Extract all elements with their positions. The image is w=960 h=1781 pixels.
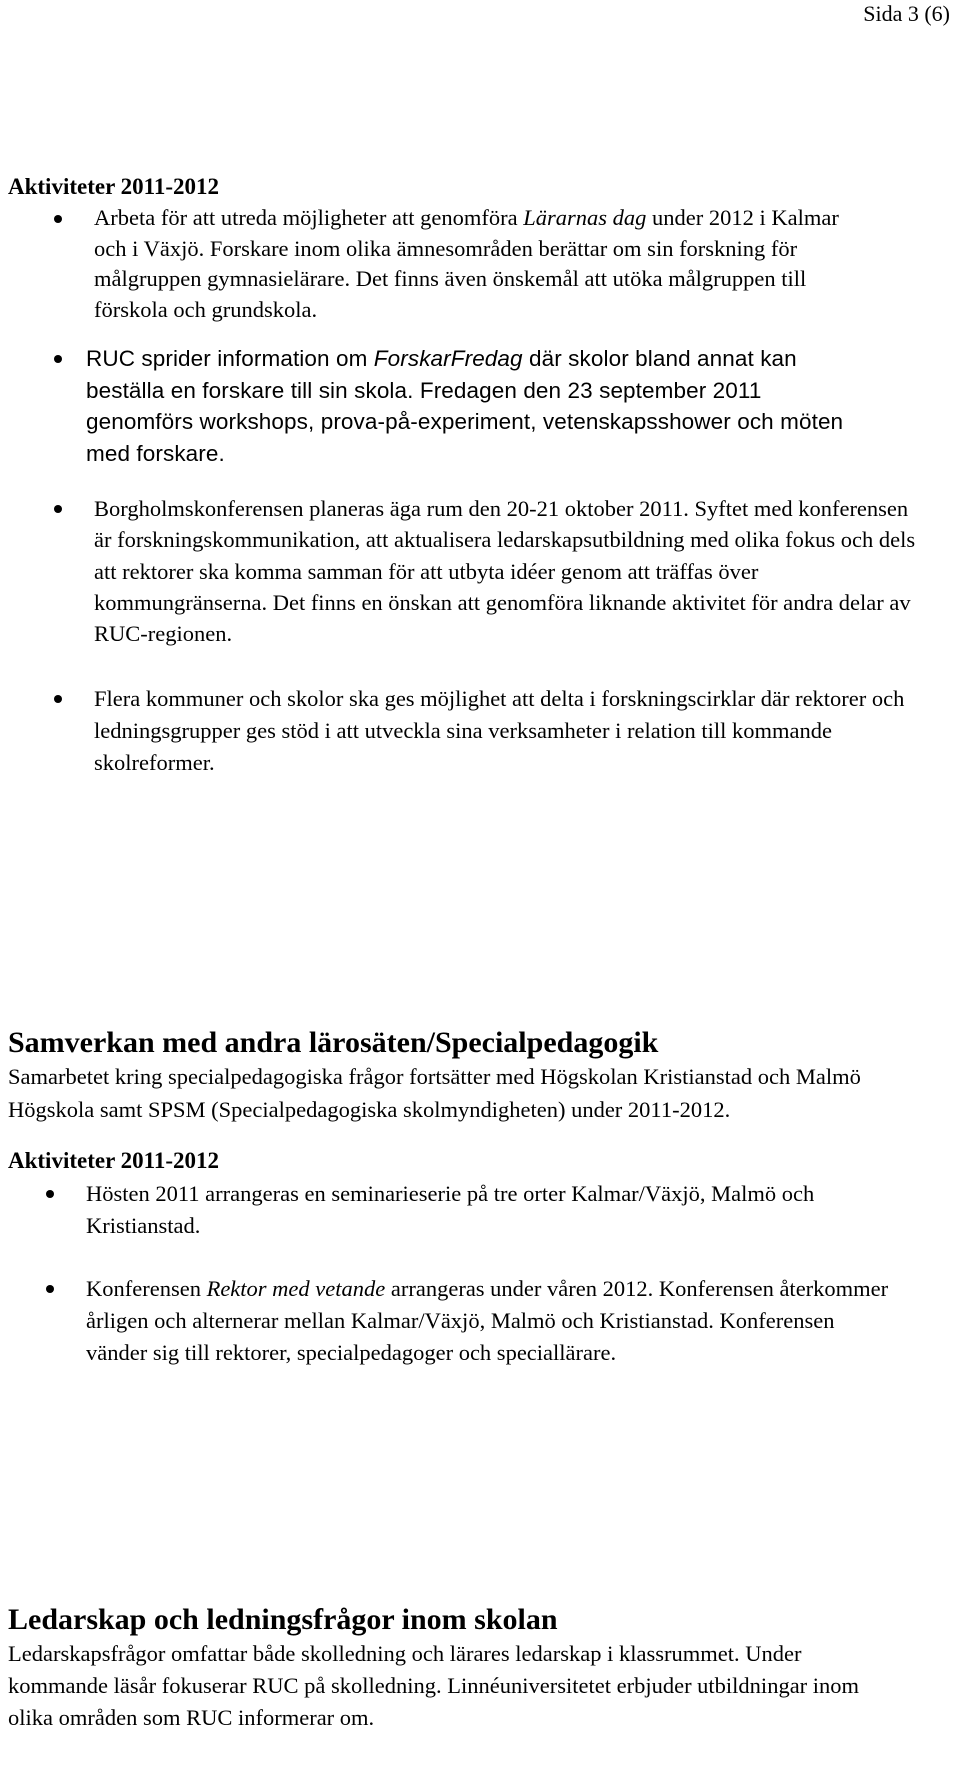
bullet-icon (54, 695, 62, 703)
list-item-text: Flera kommuner och skolor ska ges möjlighet att delta i forskningscirklar där rektorer och ledningsgrupper ges stöd i att utveckla sina verksamheter i relation till kommande skolreformer. (94, 686, 905, 776)
list-item (8, 343, 870, 469)
bullet-icon (46, 1190, 54, 1198)
list-item-text: Hösten 2011 arrangeras en seminarieserie på tre orter Kalmar/Växjö, Malmö och Kristianstad. (86, 1180, 815, 1239)
list-item (8, 493, 920, 649)
list-item-text: RUC sprider information om ForskarFredag där skolor bland annat kan beställa en forskare till sin skola. Fredagen den 23 september 2011 genomförs workshops, prova-på-experiment, vetenskapsshower och möten med forskare. (86, 346, 844, 466)
bullet-icon (54, 505, 62, 513)
bullet-icon (54, 355, 62, 363)
list-item (8, 1178, 830, 1243)
collaboration-section (8, 1025, 950, 1369)
section-paragraph: Samarbetet kring specialpedagogiska frågor fortsätter med Högskolan Kristianstad och Malmö Högskola samt SPSM (Specialpedagogiska skolmyndigheten) under 2011-2012. (8, 1064, 861, 1123)
list-item (8, 1273, 900, 1369)
list-item-text: Konferensen Rektor med vetande arrangeras under våren 2012. Konferensen återkommer årligen och alternerar mellan Kalmar/Växjö, Malmö och Kristianstad. Konferensen vänder sig till rektorer, specialpedagoger och speciallärare. (86, 1275, 889, 1365)
list-item (8, 683, 930, 779)
activities-list (8, 1178, 950, 1369)
section-heading: Samverkan med andra lärosäten/Specialpedagogik (8, 1026, 659, 1059)
leadership-section (8, 1602, 950, 1734)
activities-section-1 (8, 172, 950, 779)
page-number: Sida 3 (6) (863, 1, 950, 26)
activities-list (8, 203, 950, 779)
bullet-icon (46, 1285, 54, 1293)
list-item-text: Borgholmskonferensen planeras äga rum den 20-21 oktober 2011. Syftet med konferensen är forskningskommunikation, att aktualisera ledarskapsutbildning med olika fokus och dels att rektorer ska komma samman för att utbyta idéer genom att träffas över kommungränserna. Det finns en önskan att genomföra liknande aktivitet för andra delar av RUC-regionen. (94, 496, 916, 647)
list-item-text: Arbeta för att utreda möjligheter att genomföra Lärarnas dag under 2012 i Kalmar och i Växjö. Forskare inom olika ämnesområden berättar om sin forskning för målgruppen gymnasielärare. Det finns även önskemål att utöka målgruppen till förskola och grundskola. (94, 205, 839, 322)
activities-heading: Aktiviteter 2011-2012 (8, 1147, 220, 1173)
section-paragraph: Ledarskapsfrågor omfattar både skolledning och lärares ledarskap i klassrummet. Under kommande läsår fokuserar RUC på skolledning. Linnéuniversitetet erbjuder utbildningar inom olika områden som RUC informerar om. (8, 1641, 860, 1730)
list-item (8, 203, 870, 325)
activities-heading: Aktiviteter 2011-2012 (8, 174, 220, 199)
bullet-icon (54, 215, 62, 223)
section-heading: Ledarskap och ledningsfrågor inom skolan (8, 1603, 558, 1636)
